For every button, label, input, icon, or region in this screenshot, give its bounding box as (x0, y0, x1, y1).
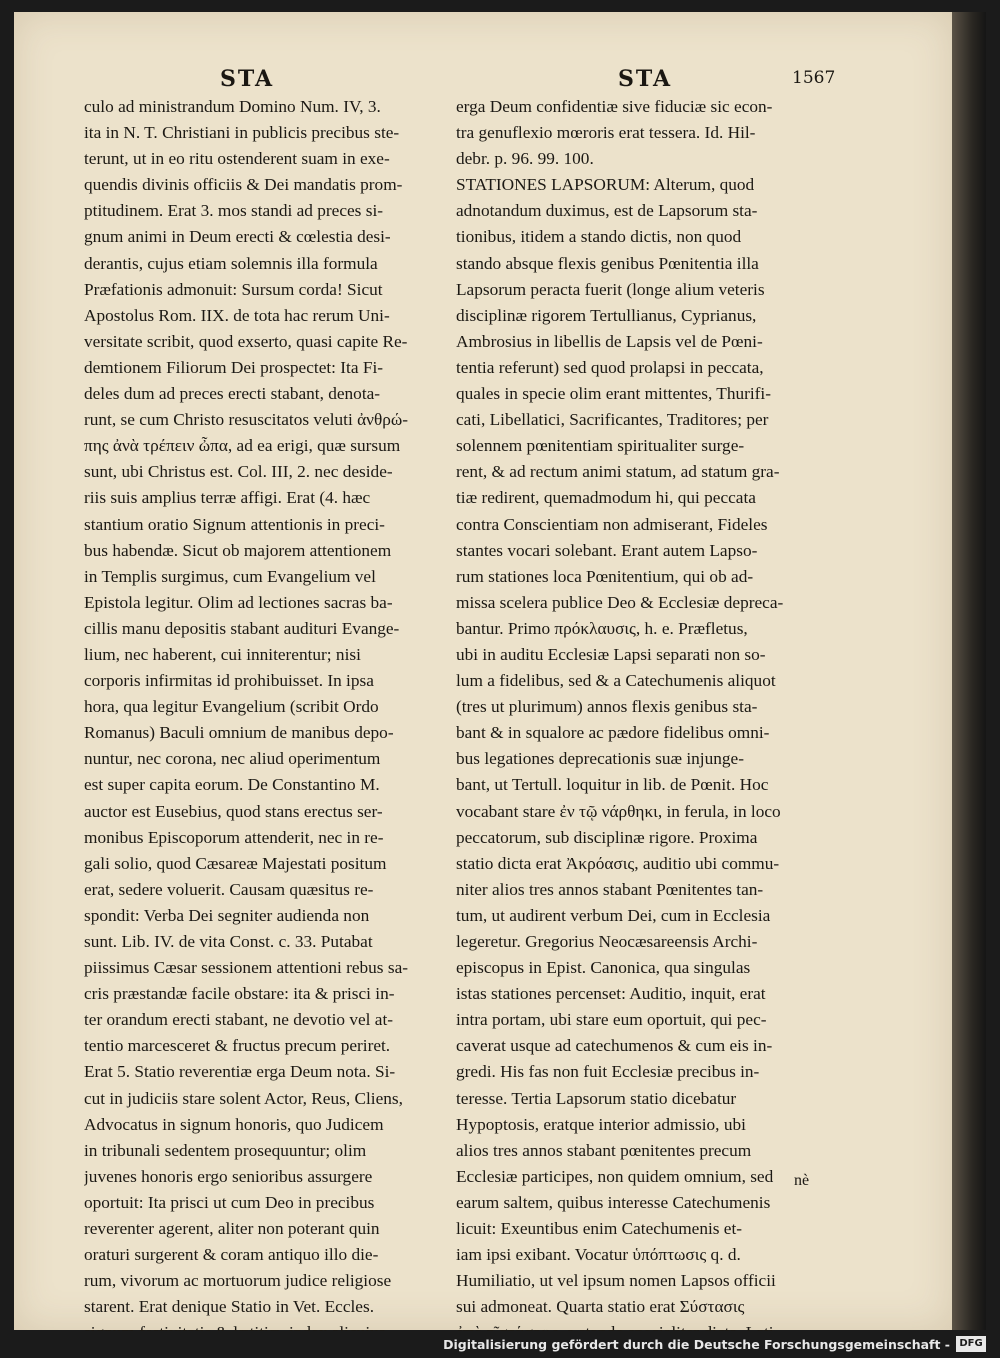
text-line: in Templis surgimus, cum Evangelium vel (84, 566, 376, 586)
text-line: Romanus) Baculi omnium de manibus depo- (84, 723, 394, 743)
text-line: culo ad ministrandum Domino Num. IV, 3. (84, 97, 381, 116)
text-line: rum stationes loca Pœnitentium, qui ob ad- (456, 566, 754, 586)
text-line: solennem pœnitentiam spiritualiter surge- (456, 436, 745, 456)
text-line: tiæ redirent, quemadmodum hi, qui peccata (456, 488, 756, 508)
book-edge (952, 12, 986, 1330)
text-line: erat, sedere voluerit. Causam quæsitus re- (84, 879, 374, 899)
text-line: bus habendæ. Sicut ob majorem attentionem (84, 540, 392, 560)
text-line: spondit: Verba Dei segniter audienda non (84, 905, 370, 925)
text-line: quales in specie olim erant mittentes, Thurifi- (456, 384, 771, 404)
text-line: debr. p. 96. 99. 100. (456, 149, 594, 169)
text-line: derantis, cujus etiam solemnis illa formula (84, 253, 378, 273)
text-line: in tribunali sedentem prosequuntur; olim (84, 1140, 367, 1160)
text-line: oportuit: Ita prisci ut cum Deo in precibus (84, 1192, 375, 1212)
text-line: juvenes honoris ergo senioribus assurgere (84, 1166, 373, 1186)
text-line: bantur. Primo πρόκλαυσις, h. e. Præfletus, (456, 618, 748, 638)
text-line: missa scelera publice Deo & Ecclesiæ depreca- (456, 592, 784, 612)
text-line: Humiliatio, ut vel ipsum nomen Lapsos officii (456, 1271, 776, 1291)
text-line: Ambrosius in libellis de Lapsis vel de Pœni- (456, 331, 763, 351)
text-line: stantes vocari solebant. Erant autem Lapso- (456, 540, 758, 560)
text-line: bant & in squalore ac pædore fidelibus omni- (456, 723, 770, 743)
text-line: bus legationes deprecationis suæ injunge- (456, 749, 744, 769)
text-line: corporis infirmitas id prohibuisset. In ipsa (84, 671, 374, 691)
text-line: reverenter agerent, aliter non poterant quin (84, 1219, 380, 1239)
text-line: alios tres annos stabant pœnitentes precum (456, 1140, 752, 1160)
text-line: lium, nec haberent, cui inniterentur; nisi (84, 644, 361, 664)
text-line: versitate scribit, quod exserto, quasi capite Re- (84, 331, 408, 351)
text-line: tionibus, itidem a stando dictis, non quod (456, 227, 742, 247)
text-line: Advocatus in signum honoris, quo Judicem (84, 1114, 384, 1134)
running-head-left: STA (220, 66, 275, 92)
text-line: runt, se cum Christo resuscitatos veluti ἀνθρώ- (84, 410, 408, 430)
text-line: istas stationes percenset: Auditio, inquit, erat (456, 984, 766, 1004)
text-line: terunt, ut in eo ritu ostenderent suam in exe- (84, 149, 390, 169)
dfg-logo-icon: DFG (956, 1336, 986, 1352)
text-line: cati, Libellatici, Sacrificantes, Traditores; per (456, 410, 769, 430)
text-line: rent, & ad rectum animi statum, ad statum gra- (456, 462, 780, 482)
text-line: gnum animi in Deum erecti & cœlestia desi- (84, 227, 391, 247)
text-line: starent. Erat denique Statio in Vet. Eccles. (84, 1297, 375, 1317)
text-line: peccatorum, sub disciplinæ rigore. Proxima (456, 827, 758, 847)
text-line: ter orandum erecti stabant, ne devotio vel at- (84, 1010, 394, 1030)
funding-credit: Digitalisierung gefördert durch die Deutsche Forschungsgemeinschaft - (443, 1337, 950, 1352)
text-line: statio dicta erat Ἀκρόασις, auditio ubi commu- (456, 853, 780, 873)
text-line: est super capita eorum. De Constantino M. (84, 775, 380, 795)
text-line: πης ἀνὰ τρέπειν ὦπα, ad ea erigi, quæ sursum (84, 436, 401, 456)
text-line: stantium oratio Signum attentionis in preci- (84, 514, 385, 534)
text-line: licuit: Exeuntibus enim Catechumenis et- (456, 1219, 743, 1239)
text-line: STATIONES LAPSORUM: Alterum, quod (456, 175, 755, 195)
catchword: nè (794, 1172, 810, 1189)
text-line: legeretur. Gregorius Neocæsareensis Archi- (456, 932, 758, 951)
text-line: demtionem Filiorum Dei prospectet: Ita Fi- (84, 357, 384, 377)
text-line: auctor est Eusebius, quod stans erectus ser- (84, 801, 383, 821)
text-line: tentia referunt) sed quod prolapsi in peccata, (456, 357, 764, 377)
text-line: disciplinæ rigorem Tertullianus, Cyprianus, (456, 305, 757, 325)
text-line: caverat usque ad catechumenos & cum eis in- (456, 1036, 773, 1056)
text-line: (tres ut plurimum) annos flexis genibus sta- (456, 697, 758, 717)
text-line: earum saltem, quibus interesse Catechumenis (456, 1192, 771, 1212)
text-line: sunt. Lib. IV. de vita Const. c. 33. Putabat (84, 932, 373, 951)
text-line: hora, qua legitur Evangelium (scribit Ordo (84, 697, 379, 717)
text-line: iam ipsi exibant. Vocatur ὑπόπτωσις q. d. (456, 1245, 741, 1265)
left-column (84, 94, 450, 1347)
text-line: Lapsorum peracta fuerit (longe alium veteris (456, 279, 765, 299)
text-line: deles dum ad preces erecti stabant, denota- (84, 384, 381, 404)
text-line: tra genuflexio mœroris erat tessera. Id. Hil- (456, 123, 756, 143)
text-line: gredi. His fas non fuit Ecclesiæ precibus in- (456, 1062, 760, 1082)
text-line: ubi in auditu Ecclesiæ Lapsi separati non so- (456, 644, 766, 664)
text-line: tum, ut audirent verbum Dei, cum in Ecclesia (456, 905, 771, 925)
text-line: monibus Episcoporum attenderit, nec in re- (84, 827, 384, 847)
text-line: tentio marcesceret & fructus precum periret. (84, 1036, 391, 1056)
running-head-right: STA (618, 66, 673, 92)
right-column (456, 94, 822, 1347)
text-line: Præfationis admonuit: Sursum corda! Sicut (84, 279, 383, 299)
page-number: 1567 (792, 68, 836, 88)
text-line: oraturi surgerent & coram antiquo illo die- (84, 1245, 379, 1265)
text-line: sunt, ubi Christus est. Col. III, 2. nec deside- (84, 462, 393, 482)
text-line: cut in judiciis stare solent Actor, Reus, Cliens, (84, 1088, 403, 1108)
text-line: nuntur, nec corona, nec aliud operimentum (84, 749, 381, 769)
text-line: cillis manu depositis stabant audituri Evange- (84, 618, 400, 638)
text-line: vocabant stare ἐν τῷ νάρθηκι, in ferula, in loco (456, 801, 781, 821)
text-line: sui admoneat. Quarta statio erat Σύστασις (456, 1297, 745, 1317)
text-line: bant, ut Tertull. loquitur in lib. de Pœnit. Hoc (456, 775, 769, 795)
text-line: rum, vivorum ac mortuorum judice religiose (84, 1271, 392, 1291)
text-line: Epistola legitur. Olim ad lectiones sacras ba- (84, 592, 393, 612)
text-line: erga Deum confidentiæ sive fiduciæ sic econ- (456, 97, 773, 116)
text-line: gali solio, quod Cæsareæ Majestati positum (84, 853, 387, 873)
text-line: piissimus Cæsar sessionem attentioni rebus sa- (84, 958, 408, 978)
text-line: Ecclesiæ participes, non quidem omnium, sed (456, 1166, 774, 1186)
text-line: ptitudinem. Erat 3. mos standi ad preces si- (84, 201, 383, 221)
text-line: Hypoptosis, eratque interior admissio, ubi (456, 1114, 746, 1134)
text-line: episcopus in Epist. Canonica, qua singulas (456, 958, 751, 978)
text-line: intra portam, ubi stare eum oportuit, qui pec- (456, 1010, 767, 1030)
text-line: lum a fidelibus, sed & a Catechumenis aliquot (456, 671, 776, 691)
text-line: quendis divinis officiis & Dei mandatis prom- (84, 175, 403, 195)
text-line: teresse. Tertia Lapsorum statio dicebatur (456, 1088, 737, 1108)
text-line: riis suis amplius terræ affigi. Erat (4. hæc (84, 488, 371, 508)
text-line: niter alios tres annos stabant Pœnitentes tan- (456, 879, 764, 899)
text-line: contra Conscientiam non admiserant, Fideles (456, 514, 768, 534)
text-line: Apostolus Rom. IIX. de tota hac rerum Uni- (84, 305, 390, 325)
text-line: cris præstandæ facile obstare: ita & prisci in- (84, 984, 395, 1004)
text-line: adnotandum duximus, est de Lapsorum sta- (456, 201, 758, 221)
footer-bar (0, 1331, 1000, 1358)
text-line: ita in N. T. Christiani in publicis precibus ste- (84, 123, 400, 143)
text-line: stando absque flexis genibus Pœnitentia illa (456, 253, 759, 273)
text-line: Erat 5. Statio reverentiæ erga Deum nota. Si- (84, 1062, 396, 1082)
